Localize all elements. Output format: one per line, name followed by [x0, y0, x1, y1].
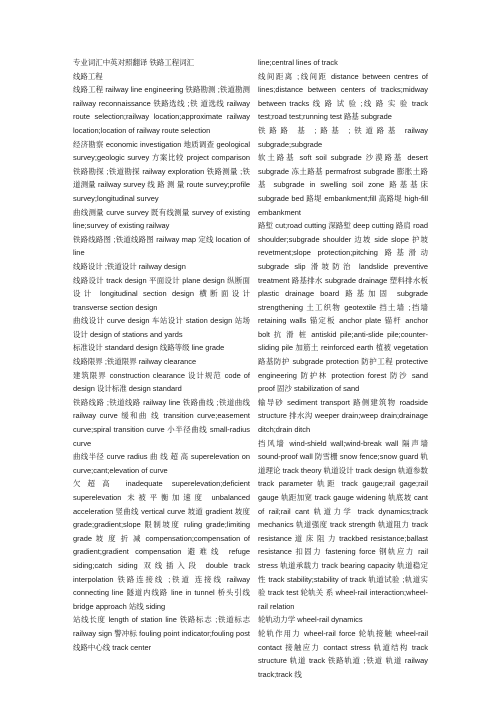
term-paragraph: 铁路路 基 ;路基 ;铁道路基 railway subgrade;subgrade [258, 125, 428, 149]
term-paragraph: 线路设计 ;铁道设计 railway design [73, 261, 186, 271]
term-paragraph: 曲线测量 curve survey 既有线测量 survey of existing line;survey of existing railway [73, 207, 250, 231]
term-paragraph: 站线长度 length of station line 铁路标志 ;铁道标志 railway sign 警冲标 fouling point indicator;fouling post 线路中心线 track center [73, 615, 250, 652]
term-paragraph: 铁路线路图 ;铁道线路图 railway map 定线 location of line [73, 234, 250, 258]
term-paragraph: 轮轨作用力 wheel-rail force 轮轨接触 wheel-rail contact 接触应力 contact stress 轨道结构 track structure 轨道 track 铁路轨道 ;铁道 轨道 railway track;track 线 [258, 628, 428, 679]
term-paragraph: 线路限界 ;铁道限界 railway clearance [73, 357, 197, 367]
term-paragraph: 欠超高 inadequate superelevation;deficient superelevation 未被平衡加速度 unbalanced acceleration 竖曲线 vertical curve 坡道 gradient 坡度 grade;gradient;slope 限制坡度 ruling grade;limiting grade 坡 度 折 减 compensation;compensation of gradient;gradient compensation 避难线 refuge siding;catch siding 双线插入段 double track interpolation 铁路连接线 ;铁道 连接线 railway connecting line 隧道内线路 line in tunnel 桥头引线 bridge approach 站线 siding [73, 479, 250, 611]
term-paragraph: 经济勘察 economic investigation 地质调查 geological survey;geologic survey 方案比较 project comparison 铁路勘探 ;铁道勘探 railway exploration 铁路测量 ;铁道测量 railway survey 线 路 测 量 route survey;profile survey;longitudinal survey [73, 139, 250, 203]
term-paragraph: 线路设计 track design 平面设计 plane design 纵断面设计 longitudinal section design 横断面设计 transverse section design [73, 275, 250, 312]
term-paragraph: 铁路线路 ;铁道线路 railway line 铁路曲线 ;铁道曲线 railway curve 缓和曲 线 transition curve;easement curve;spiral transition curve 小半径曲线 small-radius curve [73, 397, 250, 448]
term-paragraph: 挡风墙 wind-shield wall;wind-break wall 隔声墙 sound-proof wall 防雪栅 snow fence;snow guard 轨道理论 track theory 轨道设计 track design 轨道参数 track parameter 轨距 track gauge;rail gage;rail gauge 轨距加宽 track gauge widening 轨底坡 cant of rail;rail cant 轨道力学 track dynamics;track mechanics 轨道强度 track strength 轨道阻力 track resistance 道 床 阻 力 trackbed resistance;ballast resistance 扣固力 fastening force 钢轨应力 rail stress 轨道承载力 track bearing capacity 轨道稳定性 track stability;stability of track 轨道试验 ;轨道实验 track test 轮轨关 系 wheel-rail interaction;wheel-rail relation [258, 438, 428, 611]
term-paragraph: 曲线设计 curve design 车站设计 station design 站场设计 design of stations and yards [73, 316, 250, 339]
term-paragraph: 线间距离 ;线间距 distance between centres of lines;distance between centers of tracks;midway between tracks 线 路 试 验 ;线 路 实 验 track test;road test;running test 路基 subgrade [258, 71, 428, 122]
term-paragraph: 路堑 cut;road cutting 深路堑 deep cutting 路肩 road shoulder;subgrade shoulder 边坡 side slope 护坡 revetment;slope protection;pitching 路基滑动 subgrade slip 滑坡防治 landslide preventive treatment 路基排水 subgrade drainage 塑料排水板 plastic drainage board 路基加固 subgrade strengthening 土工织物 geotextile 挡土墙 ;挡墙 retaining walls 锚定板 anchor plate 锚杆 anchor bolt 抗 滑 桩 antiskid pile;anti-slide pile;counter-sliding pile 加筋土 reinforced earth 植被 vegetation 路基防护 subgrade protection 防护工程 protective engineering 防护林 protection forest 防沙 sand proof 固沙 stabilization of sand [258, 221, 428, 394]
term-paragraph: 建筑限界 construction clearance 设计规范 code of design 设计标准 design standard [73, 370, 250, 394]
term-paragraph: 标准设计 standard design 线路等级 line grade [73, 343, 225, 353]
term-paragraph: 轮轨动力学 wheel-rail dynamics [258, 615, 363, 625]
section-heading: 线路工程 [73, 71, 103, 81]
term-paragraph: 软土路基 soft soil subgrade 沙漠路基 desert subgrade 冻土路基 permafrost subgrade 膨胀土路基 subgrade in swelling soil zone 路基基床 subgrade bed 路堤 embankment;fill 高路堤 high-fill embankment [258, 153, 428, 217]
left-column [73, 56, 250, 686]
term-paragraph: line;central lines of track [258, 58, 338, 67]
term-paragraph: 线路工程 railway line engineering 铁路勘测 ;铁道勘测 railway reconnaissance 铁路选线 ;铁 道选线 railway route selection;railway location;approximate railway location;location of railway route selection [73, 85, 250, 135]
doc-heading: 专业词汇中英对照翻译 铁路工程词汇 [73, 58, 195, 67]
term-paragraph: 曲线半径 curve radius 曲 线 超 高 superelevation on curve;cant;elevation of curve [73, 452, 250, 475]
right-column [258, 56, 428, 686]
term-paragraph: 输导砂 sediment transport 路侧建筑物 roadside structure 排水沟 weeper drain;weep drain;drainage ditch;drain ditch [258, 397, 428, 435]
